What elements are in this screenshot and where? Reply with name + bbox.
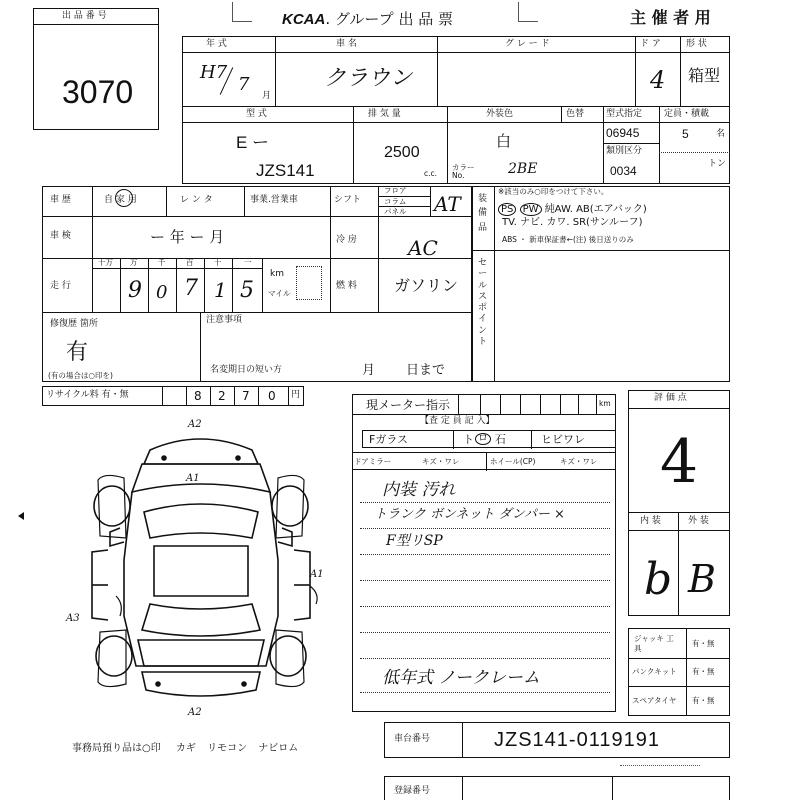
office-items-note: 事務局預り品は○印 bbox=[72, 743, 161, 754]
chassis-number-label: 車台番号 bbox=[394, 734, 431, 744]
private-use-option: 自 家 用 bbox=[104, 195, 137, 205]
glass-option-ro: ロ bbox=[475, 433, 491, 445]
capacity-unit: 名 bbox=[716, 129, 726, 139]
year-label: 年 式 bbox=[206, 39, 227, 49]
shift-label: シフト bbox=[334, 195, 362, 205]
type-designation-label: 型式指定 bbox=[606, 109, 643, 119]
mileage-digit-10k: 9 bbox=[128, 278, 142, 303]
caution-label: 注意事項 bbox=[206, 315, 243, 325]
shift-floor: フロア bbox=[384, 186, 407, 195]
registration-number-box bbox=[384, 776, 730, 800]
damage-mark-left-rear: A3 bbox=[66, 613, 80, 624]
meter-unit: km bbox=[599, 399, 611, 408]
model-type-prefix: E ー bbox=[236, 133, 270, 152]
inspection-label: 車 検 bbox=[50, 231, 71, 241]
note-line-2: トランク ボンネット ダンパー × bbox=[374, 507, 565, 522]
equipment-line-1-rest: 純AW. AB(エアバック) bbox=[544, 204, 647, 215]
scan-dots bbox=[620, 765, 700, 771]
car-name-value: クラウン bbox=[324, 66, 413, 91]
mileage-unit-10: 十 bbox=[214, 258, 222, 267]
equipment-line-3: ABS ・ 新車保証書←(注) 後日送りのみ bbox=[502, 235, 634, 244]
office-items-line bbox=[72, 739, 298, 754]
jack-value: 有・無 bbox=[692, 639, 715, 648]
type-designation-value: 06945 bbox=[606, 126, 640, 140]
fuel-value: ガソリン bbox=[394, 276, 459, 295]
interior-label: 内 装 bbox=[640, 516, 661, 526]
recycle-digit-1: 8 bbox=[194, 389, 202, 403]
doors-label: ド ア bbox=[640, 39, 661, 49]
shift-column: コラム bbox=[384, 197, 407, 206]
damage-mark-hood: A1 bbox=[186, 473, 200, 484]
short-period-month: 月 bbox=[362, 363, 376, 378]
overall-score: 4 bbox=[660, 427, 699, 497]
ac-label: 冷 房 bbox=[336, 235, 357, 245]
history-label: 車 歴 bbox=[50, 195, 71, 205]
mileage-unit-1: 一 bbox=[244, 258, 252, 267]
glass-option-crack: ヒビワレ bbox=[541, 433, 585, 446]
business-option: 事業.営業車 bbox=[250, 195, 298, 205]
shift-value: AT bbox=[434, 192, 461, 216]
short-period-label: 名変期日の短い方 bbox=[210, 365, 283, 375]
equipment-line-1 bbox=[498, 200, 647, 215]
door-mirror-options: キズ・ワレ bbox=[422, 457, 460, 466]
capacity-label: 定員・積載 bbox=[664, 109, 710, 119]
puncture-kit-value: 有・無 bbox=[692, 667, 715, 676]
recycle-digit-3: 7 bbox=[242, 389, 250, 403]
mileage-unit-1k: 千 bbox=[158, 258, 166, 267]
damage-mark-rear: A2 bbox=[188, 707, 202, 718]
title-bracket-left bbox=[232, 2, 252, 22]
damage-mark-right-side: A1 bbox=[310, 569, 324, 580]
wheel-label: ホイール(CP) bbox=[490, 457, 536, 466]
pw-option: PW bbox=[520, 203, 542, 216]
mileage-unit-box bbox=[296, 266, 322, 300]
keys-item: カギ bbox=[175, 743, 196, 754]
short-period-day: 日まで bbox=[406, 363, 446, 378]
registration-number-label: 登録番号 bbox=[394, 786, 431, 796]
month-value: 7 bbox=[238, 74, 250, 95]
door-mirror-label: ドアミラー bbox=[354, 457, 392, 466]
note-line-1: 内装 汚れ bbox=[382, 480, 456, 500]
body-label: 形 状 bbox=[686, 39, 707, 49]
mileage-digit-100: 7 bbox=[184, 276, 198, 301]
mileage-unit-100: 百 bbox=[186, 258, 194, 267]
color-code-label: カラー No. bbox=[452, 163, 475, 180]
category-value: 0034 bbox=[610, 164, 637, 178]
equipment-note: ※該当のみ○印をつけて下さい。 bbox=[498, 187, 609, 196]
org-logo: KCAA bbox=[282, 11, 326, 28]
score-label: 評 価 点 bbox=[654, 393, 687, 403]
model-type-label: 型 式 bbox=[246, 109, 267, 119]
mileage-unit-100k: 十万 bbox=[98, 258, 113, 267]
displacement-label: 排 気 量 bbox=[368, 109, 401, 119]
body-value: 箱型 bbox=[688, 66, 721, 85]
recycle-unit: 円 bbox=[291, 390, 301, 400]
page-marker-triangle bbox=[18, 512, 24, 520]
interior-score: b bbox=[644, 554, 673, 605]
capacity-value: 5 bbox=[682, 127, 689, 141]
color-code-value: 2BE bbox=[508, 161, 538, 177]
note-line-9: 低年式 ノークレーム bbox=[382, 668, 540, 688]
navi-rom-item: ナビロム bbox=[258, 743, 299, 754]
form-title-text: . グループ 出 品 票 bbox=[325, 10, 453, 28]
mileage-digit-10: 1 bbox=[214, 278, 227, 302]
inspector-label: 【査 定 員 記 入】 bbox=[420, 416, 495, 426]
mileage-digit-1: 5 bbox=[240, 278, 254, 303]
mileage-unit-km: km bbox=[270, 269, 284, 279]
recycle-label: リサイクル料 有・無 bbox=[46, 390, 129, 400]
jack-label: ジャッキ 工 具 bbox=[634, 634, 674, 653]
wheel-options: キズ・ワレ bbox=[560, 457, 598, 466]
damage-mark-front: A2 bbox=[188, 419, 202, 430]
exterior-color-label: 外装色 bbox=[486, 109, 514, 119]
recycle-digit-2: 2 bbox=[218, 389, 226, 403]
color-change-label: 色替 bbox=[566, 109, 585, 119]
meter-label: 現メーター指示 bbox=[366, 398, 451, 412]
ac-value: AC bbox=[408, 236, 438, 260]
mileage-digit-1k: 0 bbox=[156, 282, 168, 303]
mileage-unit-mile: マイル bbox=[268, 289, 291, 298]
doors-value: 4 bbox=[650, 66, 666, 94]
sales-point-label: セールスポイント bbox=[478, 258, 488, 347]
shift-panel: パネル bbox=[384, 207, 407, 216]
spare-tire-label: スペアタイヤ bbox=[632, 696, 677, 705]
car-damage-diagram bbox=[80, 420, 340, 720]
equipment-side-label: 装 備 品 bbox=[478, 194, 488, 233]
rental-option: レ ン タ bbox=[180, 195, 213, 205]
ps-option: PS bbox=[498, 203, 516, 216]
load-unit: トン bbox=[708, 159, 727, 169]
inspector-notes bbox=[360, 476, 610, 706]
displacement-unit: c.c. bbox=[424, 169, 438, 178]
year-value: H7 bbox=[200, 62, 228, 83]
lot-number-label: 出 品 番 号 bbox=[62, 11, 107, 21]
displacement-value: 2500 bbox=[384, 144, 420, 161]
lot-number: 3070 bbox=[62, 74, 134, 110]
repair-history-label: 修復歴 箇所 bbox=[50, 319, 98, 329]
puncture-kit-label: パンクキット bbox=[632, 667, 677, 676]
note-line-3: F型リSP bbox=[386, 533, 443, 549]
recycle-digit-4: 0 bbox=[268, 389, 276, 403]
lot-number-box bbox=[33, 8, 159, 130]
glass-option-stone: 石 bbox=[495, 433, 506, 446]
exterior-score: B bbox=[688, 557, 716, 601]
remote-item: リモコン bbox=[207, 743, 248, 754]
exterior-color-value: 白 bbox=[496, 132, 512, 150]
glass-row bbox=[362, 430, 616, 448]
host-copy-label: 主 催 者 用 bbox=[630, 8, 711, 27]
mileage-label: 走 行 bbox=[50, 281, 71, 291]
glass-option-to: ト bbox=[463, 433, 474, 446]
form-title bbox=[282, 8, 453, 29]
glass-label: Fガラス bbox=[369, 433, 408, 446]
repair-history-value: 有 bbox=[66, 340, 89, 365]
month-unit: 月 bbox=[262, 91, 272, 101]
grade-label: グ レ ー ド bbox=[505, 39, 550, 49]
spare-tire-value: 有・無 bbox=[692, 696, 715, 705]
car-name-label: 車 名 bbox=[336, 39, 357, 49]
chassis-number-value: JZS141-0119191 bbox=[494, 729, 660, 751]
mileage-unit-10k: 万 bbox=[130, 258, 138, 267]
model-code: JZS141 bbox=[256, 161, 315, 180]
exterior-label: 外 装 bbox=[688, 516, 709, 526]
mirror-wheel-row bbox=[352, 452, 616, 470]
equipment-line-2: TV. ナビ. カワ. SR(サンルーフ) bbox=[502, 217, 643, 228]
category-label: 類別区分 bbox=[606, 146, 643, 156]
fuel-label: 燃 料 bbox=[336, 281, 357, 291]
inspection-value: ー 年 ー 月 bbox=[150, 228, 225, 246]
private-use-circle bbox=[115, 189, 133, 207]
title-bracket-right bbox=[518, 2, 538, 22]
mileage-digits bbox=[92, 258, 262, 312]
repair-history-note: (有の場合は○印を) bbox=[48, 371, 113, 380]
